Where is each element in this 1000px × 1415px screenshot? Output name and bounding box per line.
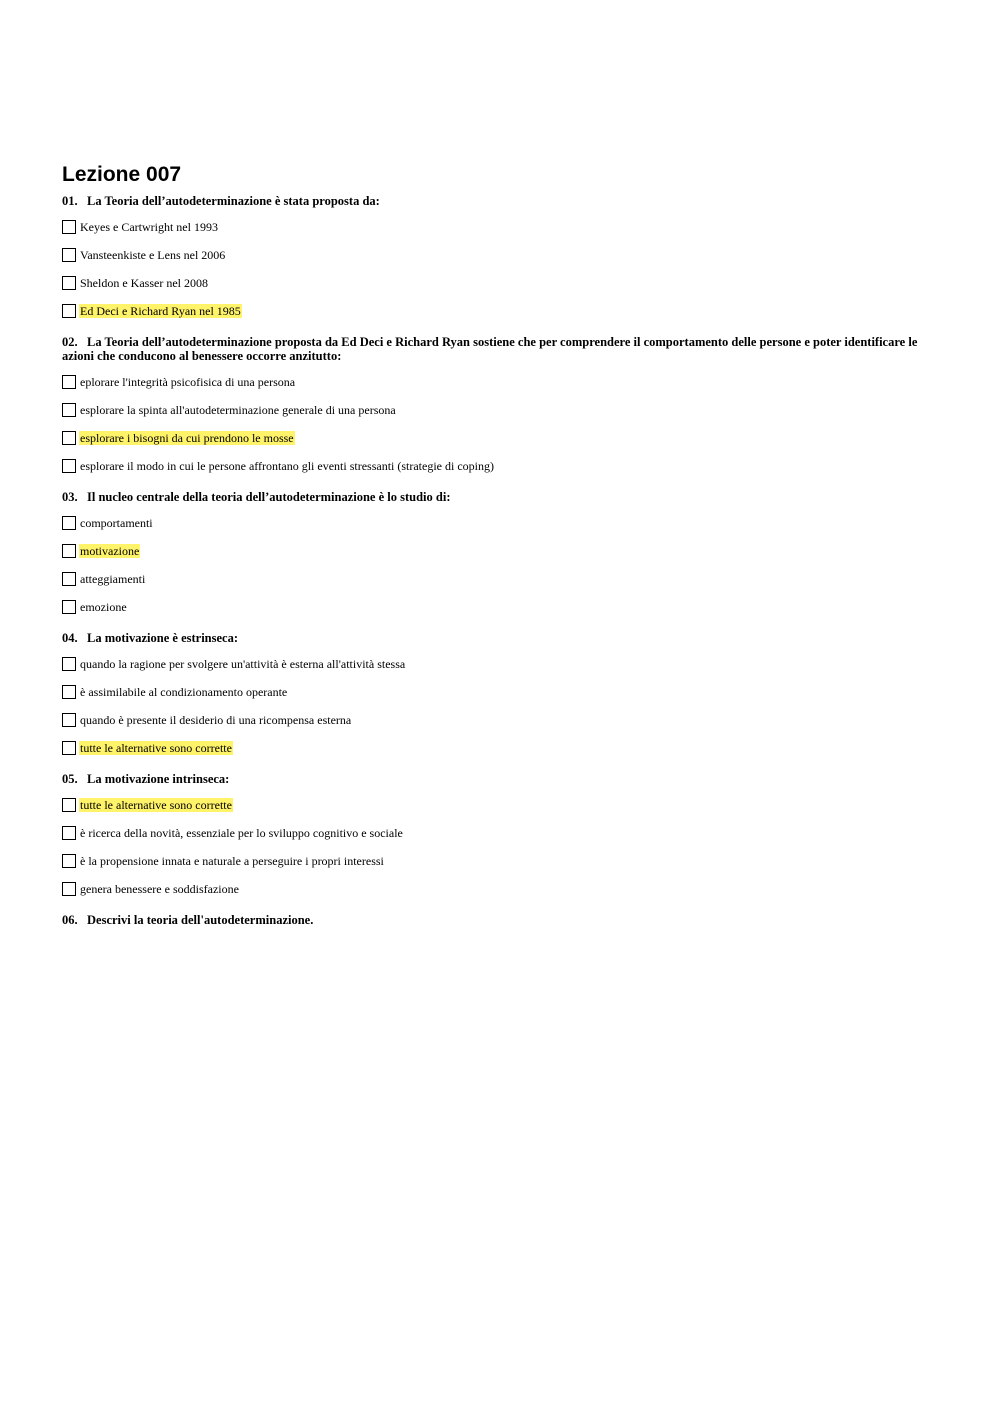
question-list <box>62 194 942 927</box>
answer-label-highlighted: tutte le alternative sono corrette <box>80 740 232 755</box>
checkbox[interactable] <box>62 798 76 812</box>
answer-label: è assimilabile al condizionamento operante <box>80 684 288 699</box>
checkbox[interactable] <box>62 248 76 262</box>
answer-option[interactable] <box>62 710 942 729</box>
answer-label: è la propensione innata e naturale a perseguire i propri interessi <box>80 853 384 868</box>
checkbox[interactable] <box>62 572 76 586</box>
question-text <box>62 631 942 645</box>
checkbox[interactable] <box>62 854 76 868</box>
answer-option[interactable] <box>62 738 942 757</box>
answer-label: è ricerca della novità, essenziale per lo sviluppo cognitivo e sociale <box>80 825 403 840</box>
question-text <box>62 913 942 927</box>
answer-label: quando è presente il desiderio di una ricompensa esterna <box>80 712 352 727</box>
answer-label: esplorare la spinta all'autodeterminazione generale di una persona <box>80 402 396 417</box>
answer-option[interactable] <box>62 851 942 870</box>
question-number: 01. <box>62 194 78 208</box>
answer-option[interactable] <box>62 597 942 616</box>
answer-label: eplorare l'integrità psicofisica di una persona <box>80 374 296 389</box>
checkbox[interactable] <box>62 713 76 727</box>
answer-label-highlighted: Ed Deci e Richard Ryan nel 1985 <box>80 303 241 318</box>
answer-option[interactable] <box>62 217 942 236</box>
question-6 <box>62 913 942 927</box>
checkbox[interactable] <box>62 882 76 896</box>
answer-option[interactable] <box>62 569 942 588</box>
page-title: Lezione 007 <box>62 163 182 186</box>
answer-option[interactable] <box>62 245 942 264</box>
answer-option[interactable] <box>62 879 942 898</box>
answer-option[interactable] <box>62 654 942 673</box>
question-number: 03. <box>62 490 78 504</box>
document-page <box>62 162 942 942</box>
checkbox[interactable] <box>62 741 76 755</box>
checkbox[interactable] <box>62 826 76 840</box>
question-number: 05. <box>62 772 78 786</box>
question-number: 06. <box>62 913 78 927</box>
question-5 <box>62 772 942 898</box>
question-prompt: Il nucleo centrale della teoria dell’autodeterminazione è lo studio di: <box>87 490 451 504</box>
answer-option[interactable] <box>62 541 942 560</box>
answer-option[interactable] <box>62 456 942 475</box>
checkbox[interactable] <box>62 544 76 558</box>
answer-option[interactable] <box>62 823 942 842</box>
question-3 <box>62 490 942 616</box>
checkbox[interactable] <box>62 220 76 234</box>
question-prompt: La motivazione è estrinseca: <box>87 631 239 645</box>
checkbox[interactable] <box>62 276 76 290</box>
checkbox[interactable] <box>62 516 76 530</box>
checkbox[interactable] <box>62 304 76 318</box>
answer-label: Sheldon e Kasser nel 2008 <box>80 275 208 290</box>
question-text <box>62 194 942 208</box>
answer-label: comportamenti <box>80 515 153 530</box>
checkbox[interactable] <box>62 431 76 445</box>
checkbox[interactable] <box>62 403 76 417</box>
question-prompt: La Teoria dell’autodeterminazione è stata proposta da: <box>87 194 380 208</box>
answer-option[interactable] <box>62 428 942 447</box>
checkbox[interactable] <box>62 685 76 699</box>
answer-option[interactable] <box>62 273 942 292</box>
answer-option[interactable] <box>62 682 942 701</box>
answer-label: Vansteenkiste e Lens nel 2006 <box>80 247 226 262</box>
question-number: 02. <box>62 335 78 349</box>
question-1 <box>62 194 942 320</box>
question-text <box>62 490 942 504</box>
answer-label: quando la ragione per svolgere un'attività è esterna all'attività stessa <box>80 656 406 671</box>
answer-option[interactable] <box>62 513 942 532</box>
checkbox[interactable] <box>62 459 76 473</box>
checkbox[interactable] <box>62 657 76 671</box>
answer-option[interactable] <box>62 400 942 419</box>
answer-label: emozione <box>80 599 127 614</box>
question-prompt: Descrivi la teoria dell'autodeterminazione. <box>87 913 314 927</box>
question-number: 04. <box>62 631 78 645</box>
answer-label: Keyes e Cartwright nel 1993 <box>80 219 218 234</box>
checkbox[interactable] <box>62 375 76 389</box>
answer-option[interactable] <box>62 372 942 391</box>
question-text <box>62 335 942 363</box>
answer-label: genera benessere e soddisfazione <box>80 881 239 896</box>
answer-label-highlighted: tutte le alternative sono corrette <box>80 797 232 812</box>
answer-label: atteggiamenti <box>80 571 146 586</box>
question-4 <box>62 631 942 757</box>
question-text <box>62 772 942 786</box>
question-prompt: La motivazione intrinseca: <box>87 772 230 786</box>
answer-label-highlighted: esplorare i bisogni da cui prendono le mosse <box>80 430 294 445</box>
answer-option[interactable] <box>62 301 942 320</box>
answer-option[interactable] <box>62 795 942 814</box>
checkbox[interactable] <box>62 600 76 614</box>
question-prompt: La Teoria dell’autodeterminazione proposta da Ed Deci e Richard Ryan sostiene che per comprendere il comportamento delle persone e poter identificare le azioni che conducono al benessere occorre anzitutto: <box>62 335 918 363</box>
answer-label-highlighted: motivazione <box>80 543 140 558</box>
question-2 <box>62 335 942 475</box>
answer-label: esplorare il modo in cui le persone affrontano gli eventi stressanti (strategie di coping) <box>80 458 494 473</box>
